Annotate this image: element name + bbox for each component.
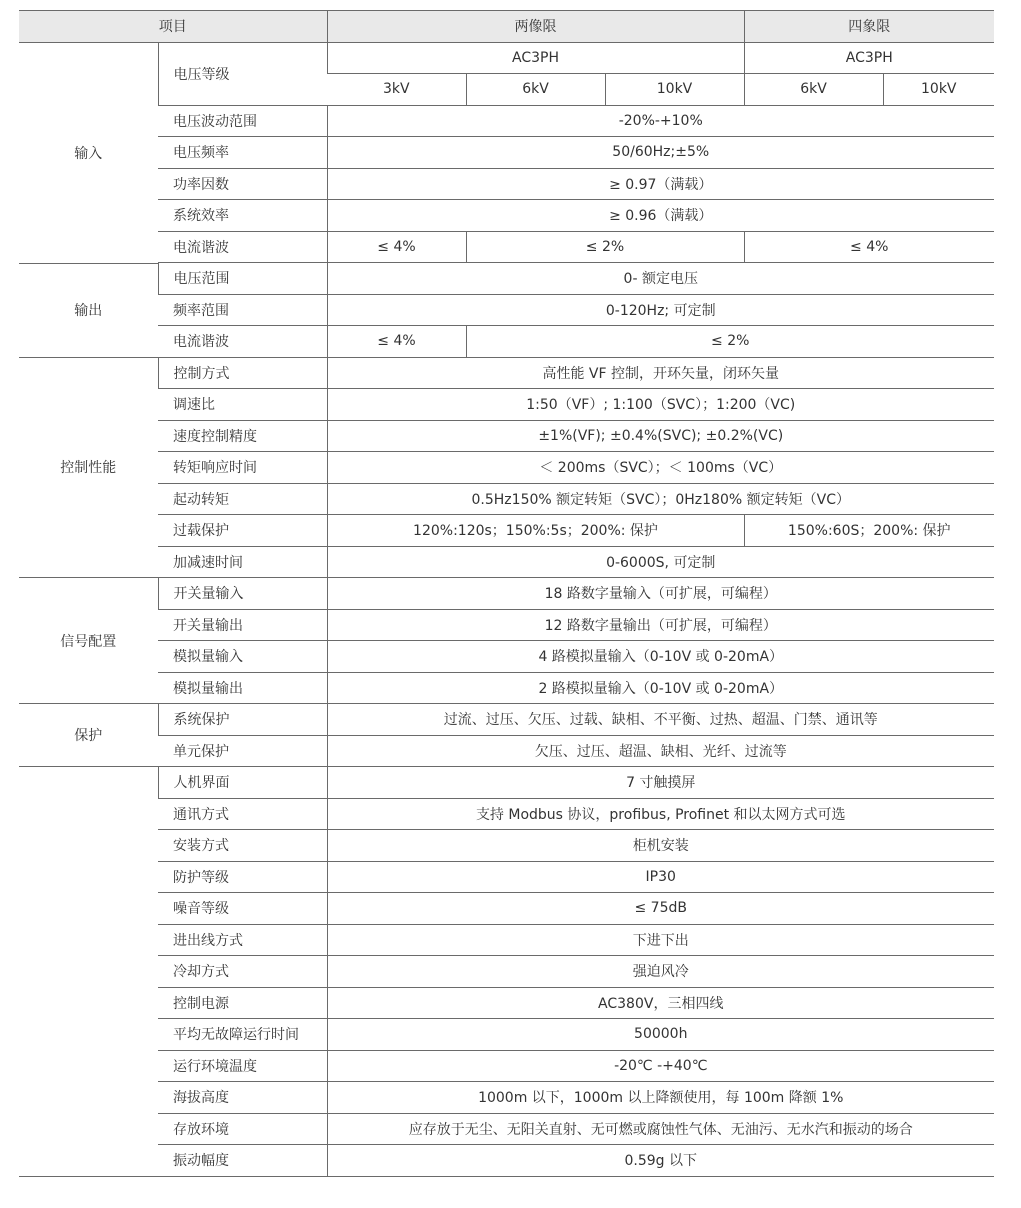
item-label: 防护等级 [158, 861, 327, 893]
value-cell: 强迫风冷 [327, 956, 994, 988]
table-row [19, 452, 994, 484]
value-cell: ≤ 4% [327, 326, 466, 358]
item-label: 振动幅度 [158, 1145, 327, 1177]
item-label: 冷却方式 [158, 956, 327, 988]
table-row [19, 105, 994, 137]
table-row [19, 483, 994, 515]
value-cell: AC3PH [327, 42, 744, 74]
item-label: 安装方式 [158, 830, 327, 862]
header-row [19, 11, 994, 43]
value-cell: 0.59g 以下 [327, 1145, 994, 1177]
table-row [19, 231, 994, 263]
category-protection: 保护 [19, 704, 158, 767]
value-cell: AC380V，三相四线 [327, 987, 994, 1019]
value-cell: ≤ 4% [327, 231, 466, 263]
item-label: 频率范围 [158, 294, 327, 326]
item-label: 噪音等级 [158, 893, 327, 925]
table-row [19, 1113, 994, 1145]
item-label: 转矩响应时间 [158, 452, 327, 484]
table-row [19, 200, 994, 232]
value-cell: 4 路模拟量输入（0-10V 或 0-20mA） [327, 641, 994, 673]
value-cell: ＜ 200ms（SVC）；＜ 100ms（VC） [327, 452, 994, 484]
table-row [19, 767, 994, 799]
value-cell: ±1%(VF); ±0.4%(SVC); ±0.2%(VC) [327, 420, 994, 452]
table-row [19, 326, 994, 358]
table-row [19, 830, 994, 862]
value-cell: -20℃ -+40℃ [327, 1050, 994, 1082]
item-label: 过载保护 [158, 515, 327, 547]
value-cell: 应存放于无尘、无阳关直射、无可燃或腐蚀性气体、无油污、无水汽和振动的场合 [327, 1113, 994, 1145]
value-cell: 50/60Hz;±5% [327, 137, 994, 169]
table-row [19, 893, 994, 925]
value-cell: 120%:120s；150%:5s；200%: 保护 [327, 515, 744, 547]
value-cell: 下进下出 [327, 924, 994, 956]
header-two-quadrant: 两像限 [327, 11, 744, 43]
item-label: 功率因数 [158, 168, 327, 200]
category-control: 控制性能 [19, 357, 158, 578]
value-cell: ≥ 0.96（满载） [327, 200, 994, 232]
table-row [19, 515, 994, 547]
table-row [19, 956, 994, 988]
value-cell: 支持 Modbus 协议，profibus, Profinet 和以太网方式可选 [327, 798, 994, 830]
value-cell: 12 路数字量输出（可扩展，可编程） [327, 609, 994, 641]
table-row [19, 609, 994, 641]
value-cell: 3kV [327, 74, 466, 106]
value-cell: 50000h [327, 1019, 994, 1051]
item-label: 模拟量输入 [158, 641, 327, 673]
item-label: 系统效率 [158, 200, 327, 232]
table-row [19, 798, 994, 830]
value-cell: ≤ 2% [466, 231, 744, 263]
table-row [19, 1019, 994, 1051]
item-label: 电压范围 [158, 263, 327, 294]
item-label: 平均无故障运行时间 [158, 1019, 327, 1051]
value-cell: ≥ 0.97（满载） [327, 168, 994, 200]
value-cell: IP30 [327, 861, 994, 893]
spec-table [19, 10, 994, 1177]
value-cell: 6kV [744, 74, 883, 106]
table-row [19, 168, 994, 200]
item-label: 开关量输入 [158, 578, 327, 610]
table-row [19, 641, 994, 673]
table-row [19, 357, 994, 389]
item-label: 单元保护 [158, 735, 327, 767]
table-row [19, 672, 994, 704]
item-label: 电流谐波 [158, 326, 327, 358]
value-cell: 过流、过压、欠压、过载、缺相、不平衡、过热、超温、门禁、通讯等 [327, 704, 994, 736]
category-other [19, 767, 158, 1177]
table-row [19, 735, 994, 767]
category-input: 输入 [19, 42, 158, 263]
item-label: 控制电源 [158, 987, 327, 1019]
value-cell: 0- 额定电压 [327, 263, 994, 294]
value-cell: 10kV [605, 74, 744, 106]
value-cell: ≤ 75dB [327, 893, 994, 925]
value-cell: AC3PH [744, 42, 994, 74]
category-output: 输出 [19, 263, 158, 357]
table-row [19, 263, 994, 294]
value-cell: -20%-+10% [327, 105, 994, 137]
item-label: 海拔高度 [158, 1082, 327, 1114]
item-label: 电压波动范围 [158, 105, 327, 137]
item-label: 进出线方式 [158, 924, 327, 956]
category-signal: 信号配置 [19, 578, 158, 704]
table-row [19, 294, 994, 326]
table-row [19, 1050, 994, 1082]
table-row [19, 1082, 994, 1114]
item-label: 调速比 [158, 389, 327, 421]
value-cell: ≤ 4% [744, 231, 994, 263]
table-row [19, 861, 994, 893]
item-label: 起动转矩 [158, 483, 327, 515]
table-row [19, 420, 994, 452]
table-row [19, 578, 994, 610]
header-item: 项目 [19, 11, 327, 43]
table-row [19, 42, 994, 74]
item-label: 开关量输出 [158, 609, 327, 641]
table-row [19, 389, 994, 421]
value-cell: 0.5Hz150% 额定转矩（SVC）；0Hz180% 额定转矩（VC） [327, 483, 994, 515]
value-cell: ≤ 2% [466, 326, 994, 358]
item-label: 系统保护 [158, 704, 327, 736]
item-label: 运行环境温度 [158, 1050, 327, 1082]
item-label: 通讯方式 [158, 798, 327, 830]
table-row [19, 546, 994, 578]
value-cell: 欠压、过压、超温、缺相、光纤、过流等 [327, 735, 994, 767]
item-label: 电流谐波 [158, 231, 327, 263]
item-label: 存放环境 [158, 1113, 327, 1145]
item-label: 控制方式 [158, 357, 327, 389]
value-cell: 2 路模拟量输入（0-10V 或 0-20mA） [327, 672, 994, 704]
value-cell: 150%:60S；200%: 保护 [744, 515, 994, 547]
table-row [19, 137, 994, 169]
value-cell: 10kV [883, 74, 994, 106]
value-cell: 6kV [466, 74, 605, 106]
item-label: 加减速时间 [158, 546, 327, 578]
value-cell: 7 寸触摸屏 [327, 767, 994, 799]
item-label: 电压等级 [158, 42, 327, 105]
value-cell: 1:50（VF）; 1:100（SVC）；1:200（VC) [327, 389, 994, 421]
value-cell: 柜机安装 [327, 830, 994, 862]
value-cell: 1000m 以下，1000m 以上降额使用，每 100m 降额 1% [327, 1082, 994, 1114]
header-four-quadrant: 四象限 [744, 11, 994, 43]
item-label: 模拟量输出 [158, 672, 327, 704]
table-row [19, 1145, 994, 1177]
item-label: 电压频率 [158, 137, 327, 169]
item-label: 速度控制精度 [158, 420, 327, 452]
value-cell: 0-6000S, 可定制 [327, 546, 994, 578]
table-row [19, 704, 994, 736]
table-row [19, 924, 994, 956]
value-cell: 0-120Hz; 可定制 [327, 294, 994, 326]
value-cell: 高性能 VF 控制，开环矢量，闭环矢量 [327, 357, 994, 389]
table-row [19, 987, 994, 1019]
value-cell: 18 路数字量输入（可扩展，可编程） [327, 578, 994, 610]
item-label: 人机界面 [158, 767, 327, 799]
